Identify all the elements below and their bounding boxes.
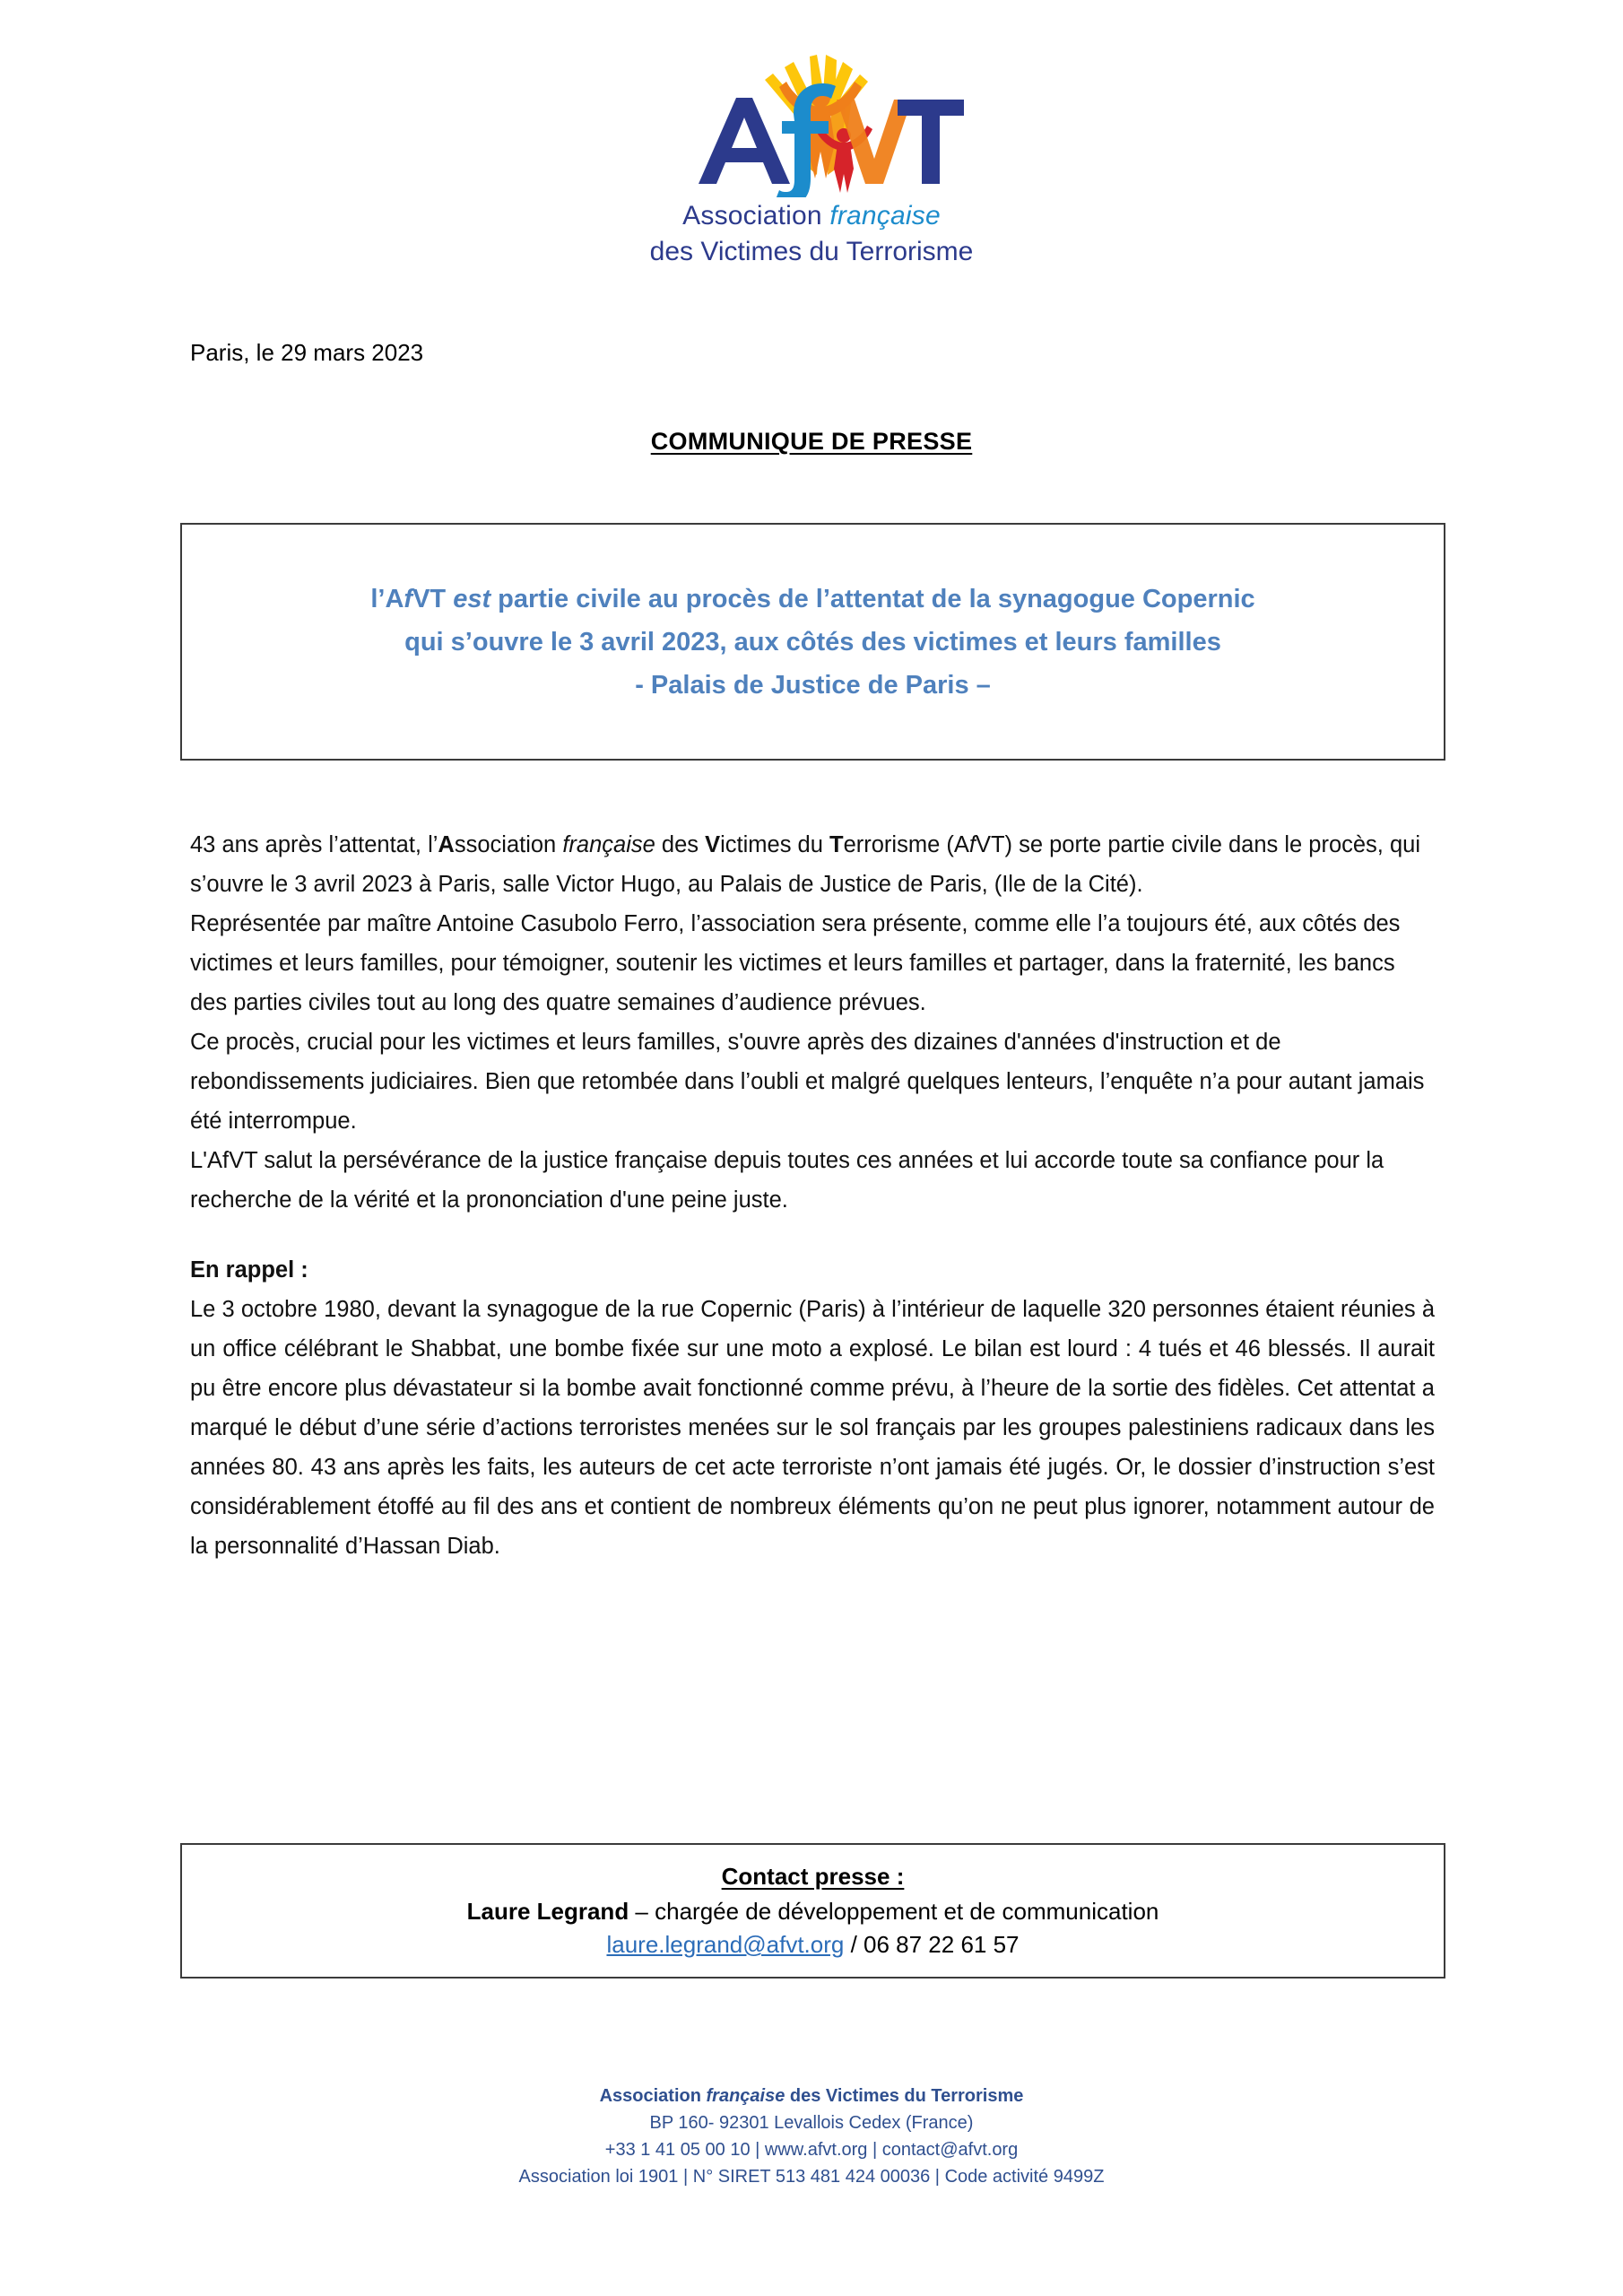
page-title — [0, 428, 1623, 456]
footer-siret: N° SIRET 513 481 424 00036 — [692, 2167, 931, 2187]
p1-seg-c: des — [655, 832, 706, 857]
footer-activity-code: Code activité 9499Z — [944, 2167, 1105, 2187]
footer-assoc-italic: française — [706, 2086, 785, 2106]
contact-name: Laure Legrand — [466, 1898, 629, 1925]
logo-tagline-association: Association — [682, 201, 830, 230]
p1-seg-d: ictimes du — [720, 832, 829, 857]
footer-assoc-law: Association loi 1901 — [518, 2167, 679, 2187]
headline-l1-b: VT — [412, 584, 454, 613]
paragraph-1 — [190, 825, 1435, 904]
headline-l1-a: l’A — [370, 584, 404, 613]
p1-seg-a: 43 ans après l’attentat, l’ — [190, 832, 438, 857]
body-content — [190, 825, 1435, 1566]
contact-mail-line — [606, 1931, 1019, 1959]
contact-phone: 06 87 22 61 57 — [864, 1931, 1020, 1958]
paragraph-5: Le 3 octobre 1980, devant la synagogue de la rue Copernic (Paris) à l’intérieur de laquelle 320 personnes étaient réunies à un office célébrant le Shabbat, une bombe fixée sur une moto a explosé. Le bilan est lourd : 4 tués et 46 blessés. Il aurait pu être encore plus dévastateur si la bombe avait fonctionné comme prévu, à l’heure de la sortie des fidèles. Cet attentat a marqué le début d’une série d’actions terroristes menées sur le sol français par les groupes palestiniens radicaux dans les années 80. 43 ans après les faits, les auteurs de cet acte terroriste n’ont jamais été jugés. Or, le dossier d’instruction s’est considérablement étoffé au fil des ans et contient de nombreux éléments qu’on ne peut plus ignorer, notamment autour de la personnalité d’Hassan Diab. — [190, 1297, 1435, 1559]
headline-line-1 — [370, 578, 1254, 621]
contact-phone-separator: / — [844, 1931, 864, 1958]
paragraph-3: Ce procès, crucial pour les victimes et leurs familles, s'ouvre après des dizaines d'années d'instruction et de rebondissements judiciaires. Bien que retombée dans l’oubli et malgré quelques lenteurs, l’enquête n’a pour autant jamais été interrompue. — [190, 1030, 1425, 1134]
footer-line-1 — [0, 2083, 1623, 2109]
footer-sep-2: | — [872, 2140, 878, 2160]
footer-email[interactable]: contact@afvt.org — [881, 2140, 1019, 2160]
footer-assoc-prefix: Association — [599, 2086, 707, 2106]
rappel-heading: En rappel : — [190, 1257, 308, 1283]
footer-sep-3: | — [682, 2167, 689, 2187]
headline-line-2: qui s’ouvre le 3 avril 2023, aux côtés des victimes et leurs familles — [404, 627, 1221, 657]
contact-box — [180, 1843, 1445, 1979]
p1-seg-b: ssociation — [454, 832, 563, 857]
contact-email-link[interactable]: laure.legrand@afvt.org — [606, 1931, 845, 1958]
p1-seg-A: A — [438, 832, 455, 857]
footer-assoc-suffix: des Victimes du Terrorisme — [785, 2086, 1024, 2106]
headline-l1-est: est — [453, 584, 491, 613]
headline-box — [180, 523, 1445, 761]
headline-l1-c: partie civile au procès de l’attentat de la synagogue Copernic — [490, 584, 1255, 613]
p1-seg-V: V — [705, 832, 721, 857]
footer-phone: +33 1 41 05 00 10 — [604, 2140, 751, 2160]
headline-l1-f: f — [404, 584, 413, 613]
p1-seg-francaise: française — [562, 832, 655, 857]
footer-line-3 — [0, 2136, 1623, 2163]
contact-role: – chargée de développement et de communication — [629, 1898, 1159, 1925]
footer-sep-1: | — [755, 2140, 760, 2160]
p1-seg-f: f — [968, 832, 976, 857]
afvt-logo-mark-icon — [659, 49, 964, 197]
p1-seg-T: T — [829, 832, 844, 857]
date-line: Paris, le 29 mars 2023 — [190, 339, 424, 366]
logo-tagline-line-2: des Victimes du Terrorisme — [649, 237, 974, 266]
footer-line-2: BP 160- 92301 Levallois Cedex (France) — [649, 2113, 974, 2133]
logo-tagline-francaise: française — [829, 201, 941, 230]
paragraph-spacer — [190, 1220, 1435, 1250]
footer-line-4 — [0, 2163, 1623, 2190]
afvt-logo — [0, 49, 1623, 267]
logo-tagline-line-1 — [682, 201, 941, 231]
footer-website[interactable]: www.afvt.org — [764, 2140, 868, 2160]
p1-seg-g: VT) se porte partie civile dans le procès, qui s’ouvre le 3 avril 2023 à Paris, salle Victor Hugo, au Palais de Justice de Paris, (Ile de la Cité). — [190, 832, 1421, 897]
paragraph-4: L'AfVT salut la persévérance de la justice française depuis toutes ces années et lui accorde toute sa confiance pour la recherche de la vérité et la prononciation d'une peine juste. — [190, 1148, 1384, 1213]
page-title-text: COMMUNIQUE DE PRESSE — [650, 428, 973, 455]
footer-sep-4: | — [934, 2167, 940, 2187]
paragraph-2: Représentée par maître Antoine Casubolo Ferro, l’association sera présente, comme elle l’a toujours été, aux côtés des victimes et leurs familles, pour témoigner, soutenir les victimes et leurs familles et partager, dans la fraternité, les bancs des parties civiles tout au long des quatre semaines d’audience prévues. — [190, 911, 1401, 1015]
page-footer — [0, 2083, 1623, 2190]
contact-title: Contact presse : — [721, 1863, 905, 1890]
p1-seg-e: errorisme (A — [843, 832, 969, 857]
headline-line-3: - Palais de Justice de Paris – — [635, 670, 991, 700]
contact-person — [467, 1898, 1159, 1926]
